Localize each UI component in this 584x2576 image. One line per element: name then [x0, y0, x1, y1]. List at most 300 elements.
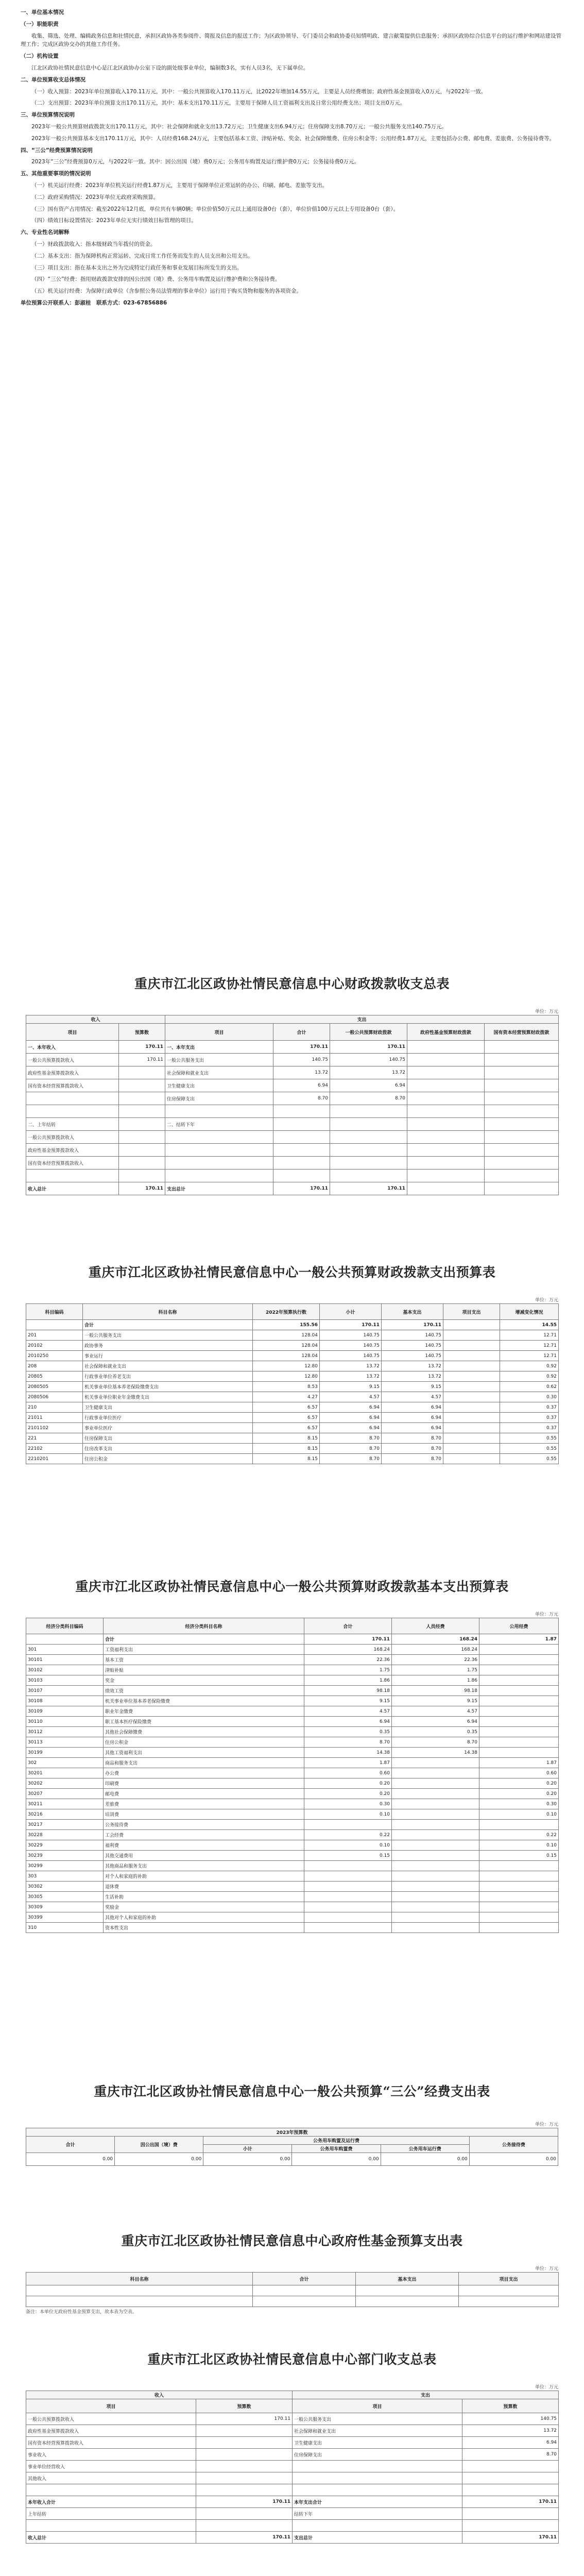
- table-cell: [392, 1799, 479, 1809]
- table-row: [26, 2285, 559, 2296]
- table-cell: 0.35: [392, 1727, 479, 1737]
- table-row: [26, 1717, 559, 1727]
- table-cell: 13.72: [273, 1066, 330, 1079]
- table-row: [26, 1830, 559, 1840]
- table-cell: [443, 1402, 500, 1413]
- table-cell: [392, 1830, 479, 1840]
- table-cell: 21011: [26, 1413, 83, 1423]
- table-cell: [293, 2472, 462, 2484]
- table-cell: 卫生健康支出: [293, 2437, 462, 2449]
- table-cell: 0.20: [304, 1789, 392, 1799]
- table-cell: 一般公共服务支出: [83, 1330, 253, 1341]
- table-row: [26, 1706, 559, 1717]
- table-cell: 住房保障支出: [165, 1092, 273, 1105]
- table-cell: 30199: [26, 1748, 104, 1758]
- unit-label: 单位：万元: [535, 1298, 558, 1303]
- table-cell: 8.70: [382, 1433, 443, 1444]
- table-cell: 170.11: [273, 1182, 330, 1195]
- table-cell: 0.60: [304, 1768, 392, 1778]
- table-cell: 0.00: [115, 2153, 203, 2166]
- table-cell: [119, 1144, 165, 1157]
- table-row: [26, 1041, 559, 1054]
- table-cell: 128.04: [253, 1351, 320, 1361]
- table-cell: 13.72: [462, 2425, 559, 2437]
- table-cell: 0.60: [479, 1768, 559, 1778]
- column-header: 项目支出: [459, 2273, 559, 2285]
- table-cell: 9.15: [392, 1696, 479, 1706]
- table-row: [26, 2153, 558, 2166]
- table-cell: 福利费: [104, 1840, 304, 1851]
- table-cell: [443, 1320, 500, 1330]
- table-cell: [407, 1170, 485, 1182]
- table-cell: 一般公共预算拨款收入: [26, 1131, 119, 1144]
- table-cell: 8.53: [253, 1382, 320, 1392]
- table-cell: 170.11: [119, 1054, 165, 1066]
- table-title: 重庆市江北区政协社情民意信息中心一般公共预算财政拨款支出预算表: [88, 1265, 496, 1280]
- table-cell: 13.72: [320, 1361, 382, 1371]
- table-cell: 津贴补贴: [104, 1665, 304, 1675]
- table-cell: [462, 2461, 559, 2472]
- column-header: 项目: [293, 2399, 462, 2413]
- table-cell: [392, 1768, 479, 1778]
- table-cell: [485, 1118, 559, 1131]
- table-row: [26, 1675, 559, 1686]
- table-cell: 170.11: [382, 1320, 443, 1330]
- table-cell: 0.00: [381, 2153, 469, 2166]
- table-cell: 22.36: [392, 1655, 479, 1665]
- table-row: [26, 2508, 559, 2520]
- table-cell: 结转下年: [293, 2508, 462, 2520]
- column-header: 科目编码: [26, 1304, 83, 1320]
- table-cell: 0.30: [479, 1799, 559, 1809]
- table-cell: 一般公共预算拨款收入: [26, 2413, 196, 2425]
- table-cell: [273, 1105, 330, 1118]
- table-cell: 98.18: [304, 1686, 392, 1696]
- table-cell: [330, 1144, 407, 1157]
- table-row: [26, 2520, 559, 2532]
- table-cell: [479, 1882, 559, 1892]
- table-cell: 公务接待费: [104, 1820, 304, 1830]
- table-cell: 140.75: [382, 1330, 443, 1341]
- section-heading: 二、单位预算收支总体情况: [21, 76, 85, 83]
- table-cell: 4.57: [392, 1706, 479, 1717]
- table-cell: 商品和服务支出: [104, 1758, 304, 1768]
- table-cell: [330, 1118, 407, 1131]
- income-group-header: 收入: [26, 1015, 165, 1024]
- table-cell: 30309: [26, 1902, 104, 1912]
- table-row: [26, 1809, 559, 1820]
- table-cell: [119, 1157, 165, 1170]
- table-cell: [443, 1330, 500, 1341]
- table-cell: 14.38: [304, 1748, 392, 1758]
- table-cell: 301: [26, 1645, 104, 1655]
- table-cell: 9.15: [320, 1382, 382, 1392]
- table-cell: [119, 1079, 165, 1092]
- budget-table: [26, 1618, 559, 1933]
- table-cell: [392, 1892, 479, 1902]
- section-paragraph: 2023年一般公共预算财政拨款支出170.11万元，其中：社会保障和就业支出13.72万元；卫生健康支出6.94万元；住房保障支出8.70万元；一般公共服务支出140.75万元。: [31, 123, 448, 130]
- table-cell: 1.87: [479, 1758, 559, 1768]
- table-cell: [443, 1341, 500, 1351]
- table-cell: 0.15: [304, 1851, 392, 1861]
- table-cell: [485, 1054, 559, 1066]
- table-cell: 差旅费: [104, 1799, 304, 1809]
- table-cell: [26, 2285, 253, 2296]
- table-row: [26, 2413, 559, 2425]
- contact-line: 单位预算公开联系人：彭淑桂 联系方式：023-67856886: [21, 299, 167, 306]
- table-cell: [443, 1392, 500, 1402]
- table-cell: 2101102: [26, 1423, 83, 1433]
- table-cell: 128.04: [253, 1330, 320, 1341]
- table-cell: 国有资本经营预算拨款收入: [26, 1157, 119, 1170]
- table-row: [26, 1182, 559, 1195]
- budget-table: [26, 2128, 558, 2166]
- table-cell: [392, 1789, 479, 1799]
- section-paragraph: （二）政府采购情况：2023年单位无政府采购预算。: [31, 194, 159, 200]
- table-row: [26, 1361, 559, 1371]
- column-header: 公务用车运行费: [381, 2145, 469, 2153]
- table-cell: 30201: [26, 1768, 104, 1778]
- table-cell: 8.70: [304, 1737, 392, 1748]
- section-paragraph: 江北区政协社情民意信息中心是江北区政协办公室下设的副处级事业单位，编制数3名，实有人员3名，无下属单位。: [31, 64, 309, 71]
- table-cell: 6.94: [382, 1402, 443, 1413]
- table-cell: 210: [26, 1402, 83, 1413]
- table-cell: 0.10: [304, 1840, 392, 1851]
- table-cell: [196, 2461, 293, 2472]
- table-cell: 1.75: [392, 1665, 479, 1675]
- table-cell: 职工基本医疗保险缴费: [104, 1717, 304, 1727]
- table-cell: [443, 1371, 500, 1382]
- table-cell: 14.38: [392, 1748, 479, 1758]
- table-cell: 支出总计: [165, 1182, 273, 1195]
- table-cell: 0.10: [479, 1840, 559, 1851]
- table-cell: 生活补助: [104, 1892, 304, 1902]
- table-cell: [26, 1320, 83, 1330]
- table-cell: [407, 1144, 485, 1157]
- table-row: [26, 1871, 559, 1882]
- table-cell: [392, 1820, 479, 1830]
- table-cell: [407, 1092, 485, 1105]
- table-note: 备注：本单位无政府性基金预算支出，故本表为空表。: [26, 2310, 138, 2315]
- table-row: [26, 1105, 559, 1118]
- table-cell: 140.75: [320, 1341, 382, 1351]
- table-cell: 8.70: [330, 1092, 407, 1105]
- table-cell: [462, 2484, 559, 2496]
- table-cell: 8.15: [253, 1444, 320, 1454]
- table-row: [26, 1444, 559, 1454]
- table-cell: 机关事业单位基本养老保险缴费: [104, 1696, 304, 1706]
- table-cell: [26, 1634, 104, 1645]
- table-cell: [273, 1170, 330, 1182]
- table-cell: 12.71: [500, 1330, 559, 1341]
- table-cell: 住房公积金: [104, 1737, 304, 1748]
- table-row: [26, 1696, 559, 1706]
- table-cell: [479, 1820, 559, 1830]
- table-cell: [119, 1092, 165, 1105]
- table-row: [26, 1645, 559, 1655]
- section-paragraph: 收集、筛选、处理、编辑政务信息和社情民意，承担区政协各类参阅件、简报及信息的报送工作；为区政协领导、专门委员会和政协委员知情明政、建言献策提供信息服务；承担区政协综合信息平台的运行维护和网站建设管理工作；完成区政协交办的其他工作任务。: [21, 32, 561, 48]
- table-cell: 其他交通费用: [104, 1851, 304, 1861]
- table-cell: [392, 1861, 479, 1871]
- table-cell: 0.10: [304, 1809, 392, 1820]
- section-paragraph: （五）机关运行经费：为保障行政单位（含参照公务员法管理的事业单位）运行用于购买货物和服务的各项资金。: [31, 288, 302, 295]
- section-paragraph: （三）项目支出：指在基本支出之外为完成特定行政任务和事业发展目标所发生的支出。: [31, 264, 243, 271]
- table-row: [26, 1789, 559, 1799]
- budget-table: [26, 2272, 559, 2307]
- table-row: [26, 1351, 559, 1361]
- table-cell: 合计: [83, 1320, 253, 1330]
- expense-group-header: 支出: [293, 2391, 559, 2399]
- column-header: 预算数: [462, 2399, 559, 2413]
- table-cell: [479, 1871, 559, 1882]
- column-header: 公务接待费: [469, 2137, 558, 2153]
- table-cell: 13.72: [320, 1371, 382, 1382]
- table-cell: 30101: [26, 1655, 104, 1665]
- table-cell: [479, 1861, 559, 1871]
- table-cell: [485, 1092, 559, 1105]
- table-cell: [273, 1157, 330, 1170]
- table-cell: 邮电费: [104, 1789, 304, 1799]
- table-cell: [407, 1131, 485, 1144]
- table-row: [26, 1382, 559, 1392]
- table-cell: 行政事业单位养老支出: [83, 1371, 253, 1382]
- table-cell: 128.04: [253, 1341, 320, 1351]
- table-cell: 0.20: [479, 1778, 559, 1789]
- table-cell: 0.92: [500, 1361, 559, 1371]
- table-cell: 6.94: [462, 2437, 559, 2449]
- column-header: 合计: [253, 2273, 356, 2285]
- table-cell: [479, 1737, 559, 1748]
- table-cell: 12.80: [253, 1371, 320, 1382]
- table-cell: 0.30: [500, 1392, 559, 1402]
- column-header: 合计: [26, 2137, 115, 2153]
- table-cell: [26, 2484, 196, 2496]
- table-cell: [253, 2296, 356, 2307]
- table-cell: [479, 1912, 559, 1923]
- table-cell: 1.87: [479, 1634, 559, 1645]
- table-cell: 事业运行: [83, 1351, 253, 1361]
- table-row: [26, 1392, 559, 1402]
- table-row: [26, 1778, 559, 1789]
- table-cell: 12.71: [500, 1341, 559, 1351]
- table-row: [26, 1912, 559, 1923]
- table-cell: 8.70: [382, 1454, 443, 1464]
- section-heading: 一、单位基本情况: [21, 9, 64, 15]
- table-cell: 事业单位医疗: [83, 1423, 253, 1433]
- vehicle-group-header: 公务用车购置及运行费: [203, 2137, 469, 2145]
- table-cell: 303: [26, 1871, 104, 1882]
- table-cell: 1.86: [392, 1675, 479, 1686]
- table-cell: [165, 1157, 273, 1170]
- table-cell: 13.72: [382, 1361, 443, 1371]
- table-cell: 30109: [26, 1706, 104, 1717]
- table-cell: 合计: [104, 1634, 304, 1645]
- table-cell: 8.15: [253, 1433, 320, 1444]
- table-cell: [443, 1413, 500, 1423]
- table-title: 重庆市江北区政协社情民意信息中心一般公共预算财政拨款基本支出预算表: [75, 1579, 509, 1594]
- table-title: 重庆市江北区政协社情民意信息中心部门收支总表: [147, 2352, 437, 2367]
- income-group-header: 收入: [26, 2391, 293, 2399]
- table-cell: 30217: [26, 1820, 104, 1830]
- table-cell: [392, 1902, 479, 1912]
- table-cell: [304, 1923, 392, 1933]
- section-paragraph: 2023年一般公共预算基本支出170.11万元，其中：人员经费168.24万元，主要包括基本工资、津贴补贴、奖金、社会保障缴费、住房公积金等；公用经费1.87万元，主要包括办公费、邮电费、差旅费、公务接待费等。: [31, 135, 555, 142]
- table-row: [26, 2461, 559, 2472]
- table-cell: 工资福利支出: [104, 1645, 304, 1655]
- unit-label: 单位：万元: [535, 2122, 558, 2127]
- table-row: [26, 2296, 559, 2307]
- table-cell: 收入总计: [26, 1182, 119, 1195]
- table-cell: 工会经费: [104, 1830, 304, 1840]
- table-cell: [479, 1675, 559, 1686]
- table-row: [26, 1768, 559, 1778]
- table-cell: [443, 1444, 500, 1454]
- table-cell: 2080506: [26, 1392, 83, 1402]
- column-header: 基本支出: [356, 2273, 459, 2285]
- table-row: [26, 1799, 559, 1809]
- table-cell: [26, 1092, 119, 1105]
- table-cell: 30239: [26, 1851, 104, 1861]
- table-cell: 30229: [26, 1840, 104, 1851]
- table-cell: 0.30: [304, 1799, 392, 1809]
- table-cell: 0.62: [500, 1382, 559, 1392]
- table-cell: [479, 1923, 559, 1933]
- table-cell: [165, 1170, 273, 1182]
- table-cell: 6.94: [320, 1402, 382, 1413]
- table-cell: 20102: [26, 1341, 83, 1351]
- table-cell: 1.87: [304, 1758, 392, 1768]
- section-heading: （一）职能职责: [21, 21, 59, 27]
- table-cell: [26, 1105, 119, 1118]
- table-cell: 住房保障支出: [293, 2449, 462, 2461]
- table-cell: 140.75: [320, 1330, 382, 1341]
- table-cell: 政协事务: [83, 1341, 253, 1351]
- table-cell: 30299: [26, 1861, 104, 1871]
- table-cell: 卫生健康支出: [83, 1402, 253, 1413]
- table-cell: 6.94: [382, 1413, 443, 1423]
- column-header: 预算数: [196, 2399, 293, 2413]
- table-cell: [304, 1882, 392, 1892]
- table-cell: 办公费: [104, 1768, 304, 1778]
- table-cell: [459, 2285, 559, 2296]
- table-cell: [253, 2285, 356, 2296]
- table-cell: 行政事业单位医疗: [83, 1413, 253, 1423]
- table-row: [26, 1454, 559, 1464]
- table-cell: 资本性支出: [104, 1923, 304, 1933]
- table-cell: [356, 2285, 459, 2296]
- column-header: 预算数: [119, 1024, 165, 1041]
- table-cell: [330, 1105, 407, 1118]
- table-cell: [407, 1054, 485, 1066]
- table-row: [26, 1341, 559, 1351]
- table-row: [26, 1758, 559, 1768]
- table-row: [26, 1131, 559, 1144]
- table-cell: 本年收入合计: [26, 2496, 196, 2508]
- budget-narrative: [21, 5, 566, 311]
- table-cell: 6.57: [253, 1402, 320, 1413]
- column-header: 经济分类科目编码: [26, 1618, 104, 1634]
- section-paragraph: （一）机关运行经费：2023年单位机关运行经费1.87万元，主要用于保障单位正常运转的办公、印刷、邮电、差旅等支出。: [31, 182, 328, 189]
- table-cell: 0.15: [479, 1851, 559, 1861]
- table-cell: 0.22: [304, 1830, 392, 1840]
- table-row: [26, 1320, 559, 1330]
- table-cell: 0.20: [479, 1789, 559, 1799]
- table-row: [26, 1665, 559, 1675]
- table-cell: 30108: [26, 1696, 104, 1706]
- table-cell: [392, 1882, 479, 1892]
- table-cell: 170.11: [462, 2532, 559, 2544]
- table-row: [26, 1330, 559, 1341]
- table-cell: [119, 1066, 165, 1079]
- table-cell: 30102: [26, 1665, 104, 1675]
- table-cell: 140.75: [382, 1351, 443, 1361]
- table-title: 重庆市江北区政协社情民意信息中心政府性基金预算支出表: [121, 2233, 463, 2248]
- table-cell: [485, 1041, 559, 1054]
- column-header: 公用经费: [479, 1618, 559, 1634]
- table-cell: 0.00: [292, 2153, 381, 2166]
- table-cell: 9.15: [304, 1696, 392, 1706]
- table-cell: [459, 2296, 559, 2307]
- table-cell: [485, 1066, 559, 1079]
- unit-label: 单位：万元: [535, 1009, 558, 1014]
- table-cell: [443, 1361, 500, 1371]
- table-cell: 退休费: [104, 1882, 304, 1892]
- table-cell: [479, 1655, 559, 1665]
- table-cell: 8.70: [320, 1444, 382, 1454]
- table-cell: [196, 2484, 293, 2496]
- table-cell: 0.10: [479, 1809, 559, 1820]
- table-row: [26, 1054, 559, 1066]
- column-header: 一般公共预算财政拨款: [330, 1024, 407, 1041]
- table-row: [26, 1748, 559, 1758]
- table-cell: 0.37: [500, 1423, 559, 1433]
- table-cell: [392, 1912, 479, 1923]
- table-cell: 140.75: [320, 1351, 382, 1361]
- table-cell: 社会保障和就业支出: [165, 1066, 273, 1079]
- table-cell: 12.71: [500, 1351, 559, 1361]
- table-cell: [196, 2472, 293, 2484]
- table-cell: 140.75: [273, 1054, 330, 1066]
- table-cell: [479, 1717, 559, 1727]
- table-cell: 绩效工资: [104, 1686, 304, 1696]
- table-row: [26, 1902, 559, 1912]
- table-cell: 其他收入: [26, 2472, 196, 2484]
- table-row: [26, 1820, 559, 1830]
- table-cell: 其他对个人和家庭的补助: [104, 1912, 304, 1923]
- table-cell: [293, 2484, 462, 2496]
- table-cell: 0.55: [500, 1433, 559, 1444]
- table-row: [26, 1118, 559, 1131]
- table-cell: [407, 1079, 485, 1092]
- table-cell: 0.00: [26, 2153, 115, 2166]
- column-header: 项目: [26, 2399, 196, 2413]
- table-cell: 170.11: [119, 1182, 165, 1195]
- table-cell: [392, 1923, 479, 1933]
- table-cell: 170.11: [196, 2532, 293, 2544]
- section-paragraph: （一）收入预算：2023年单位预算收入170.11万元，其中：一般公共预算收入170.11万元，比2022年增加14.55万元，主要是人员经费增加；政府性基金预算收入0万元，与2022年一致。: [31, 88, 487, 95]
- table-cell: 6.94: [320, 1423, 382, 1433]
- table-row: [26, 1840, 559, 1851]
- table-cell: 6.57: [253, 1413, 320, 1423]
- table-cell: 170.11: [462, 2496, 559, 2508]
- table-row: [26, 1892, 559, 1902]
- table-cell: [119, 1105, 165, 1118]
- table-cell: [304, 1820, 392, 1830]
- table-cell: [119, 1118, 165, 1131]
- table-cell: [443, 1351, 500, 1361]
- table-cell: 其他工资福利支出: [104, 1748, 304, 1758]
- table-cell: 社会保障和就业支出: [293, 2425, 462, 2437]
